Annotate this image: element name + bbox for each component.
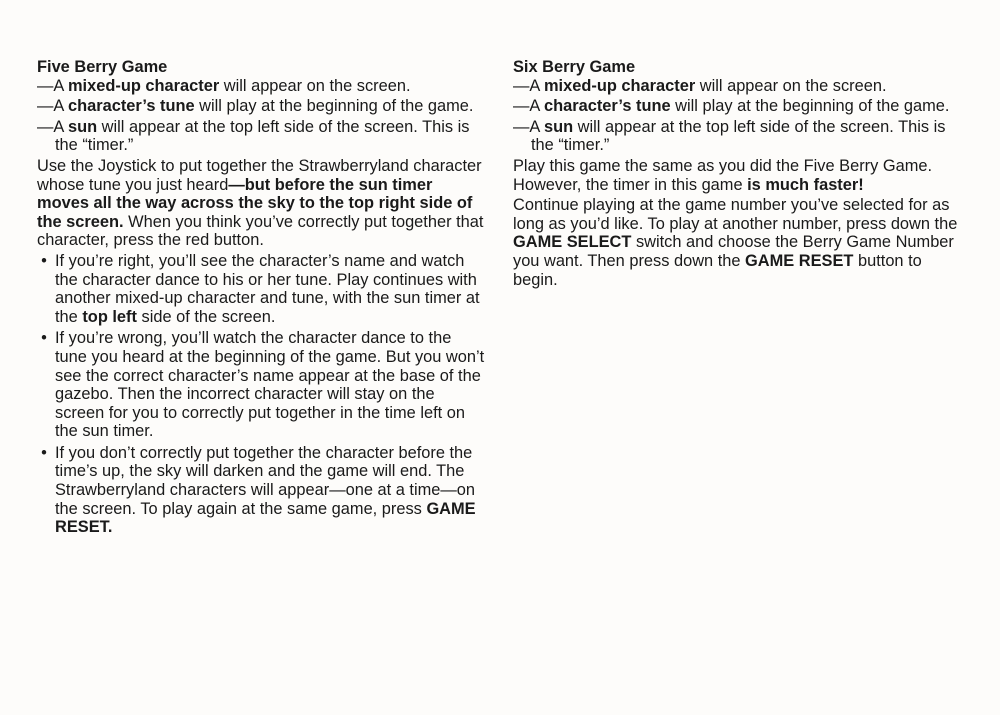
para-text: Continue playing at the game number you’ve selected for as long as you’d like. To play at another number, press down the [513,196,958,233]
bold-phrase: —but before the sun timer moves all the way across the sky to the top right side of the screen. [37,175,473,231]
bold-term: mixed-up character [543,76,696,95]
item-text: If you’re wrong, you’ll watch the character dance to the tune you heard at the beginning of the game. But you won’t see the correct character’s name appear at the base of the gazebo. Then the incorrect character will stay on the screen for you to correctly put together in the time left on the sun timer. [55,329,485,441]
five-outcome-list [37,252,487,537]
list-item [37,444,487,537]
six-tune-line [513,97,963,116]
line-text: will appear at the top left side of the screen. This is the “timer.” [55,117,470,155]
line-text: will appear at the top left side of the screen. This is the “timer.” [531,117,946,155]
bold-term: character’s tune [67,97,195,116]
dash-prefix: —A [37,76,68,95]
line-text: will play at the beginning of the game. [194,97,474,116]
para-text: Use the Joystick to put together the Strawberryland character whose tune you just heard [37,156,482,194]
six-continue-paragraph [513,196,963,289]
list-item [37,329,487,441]
para-text: button to begin. [513,251,922,289]
dash-prefix: —A [37,117,68,136]
six-berry-heading: Six Berry Game [513,58,636,76]
bold-phrase: is much faster! [747,175,864,194]
bold-term: sun [67,117,98,136]
bullet-icon: • [41,329,47,348]
six-berry-section [513,58,963,291]
five-berry-section [37,58,487,540]
bullet-icon: • [41,443,47,462]
para-text: When you think you’ve correctly put together that character, press the red button. [37,212,484,250]
bold-phrase: top left [82,307,137,326]
line-text: will play at the beginning of the game. [670,97,950,116]
line-text: will appear on the screen. [219,76,411,95]
item-text: side of the screen. [136,307,276,326]
bold-phrase: GAME RESET. [55,499,476,537]
five-joystick-paragraph [37,157,487,250]
bullet-icon: • [41,251,47,270]
bold-term: character’s tune [543,97,671,116]
item-text: If you don’t correctly put together the character before the time’s up, the sky will darken and the game will end. The Strawberryland characters will appear—one at a time—on the screen. To play again at the same game, press [55,443,475,518]
five-tune-line [37,97,487,116]
dash-prefix: —A [37,97,68,116]
item-text: If you’re right, you’ll see the character’s name and watch the character dance to his or her tune. Play continues with another mixed-up character and tune, with the sun timer at the [55,251,480,326]
bold-term: mixed-up character [67,76,220,95]
bold-phrase: GAME SELECT [513,233,632,252]
five-mixed-up-line [37,77,487,96]
dash-prefix: —A [513,76,544,95]
six-play-paragraph [513,157,963,194]
six-mixed-up-line [513,77,963,96]
dash-prefix: —A [513,117,544,136]
five-berry-heading: Five Berry Game [37,58,168,76]
para-text: switch and choose the Berry Game Number you want. Then press down the [513,233,954,270]
five-sun-line [37,118,487,155]
para-text: Play this game the same as you did the Five Berry Game. However, the timer in this game [513,156,933,194]
six-sun-line [513,118,963,155]
line-text: will appear on the screen. [695,76,887,95]
dash-prefix: —A [513,97,544,116]
bold-phrase: GAME RESET [745,251,854,270]
list-item [37,252,487,326]
bold-term: sun [543,117,574,136]
